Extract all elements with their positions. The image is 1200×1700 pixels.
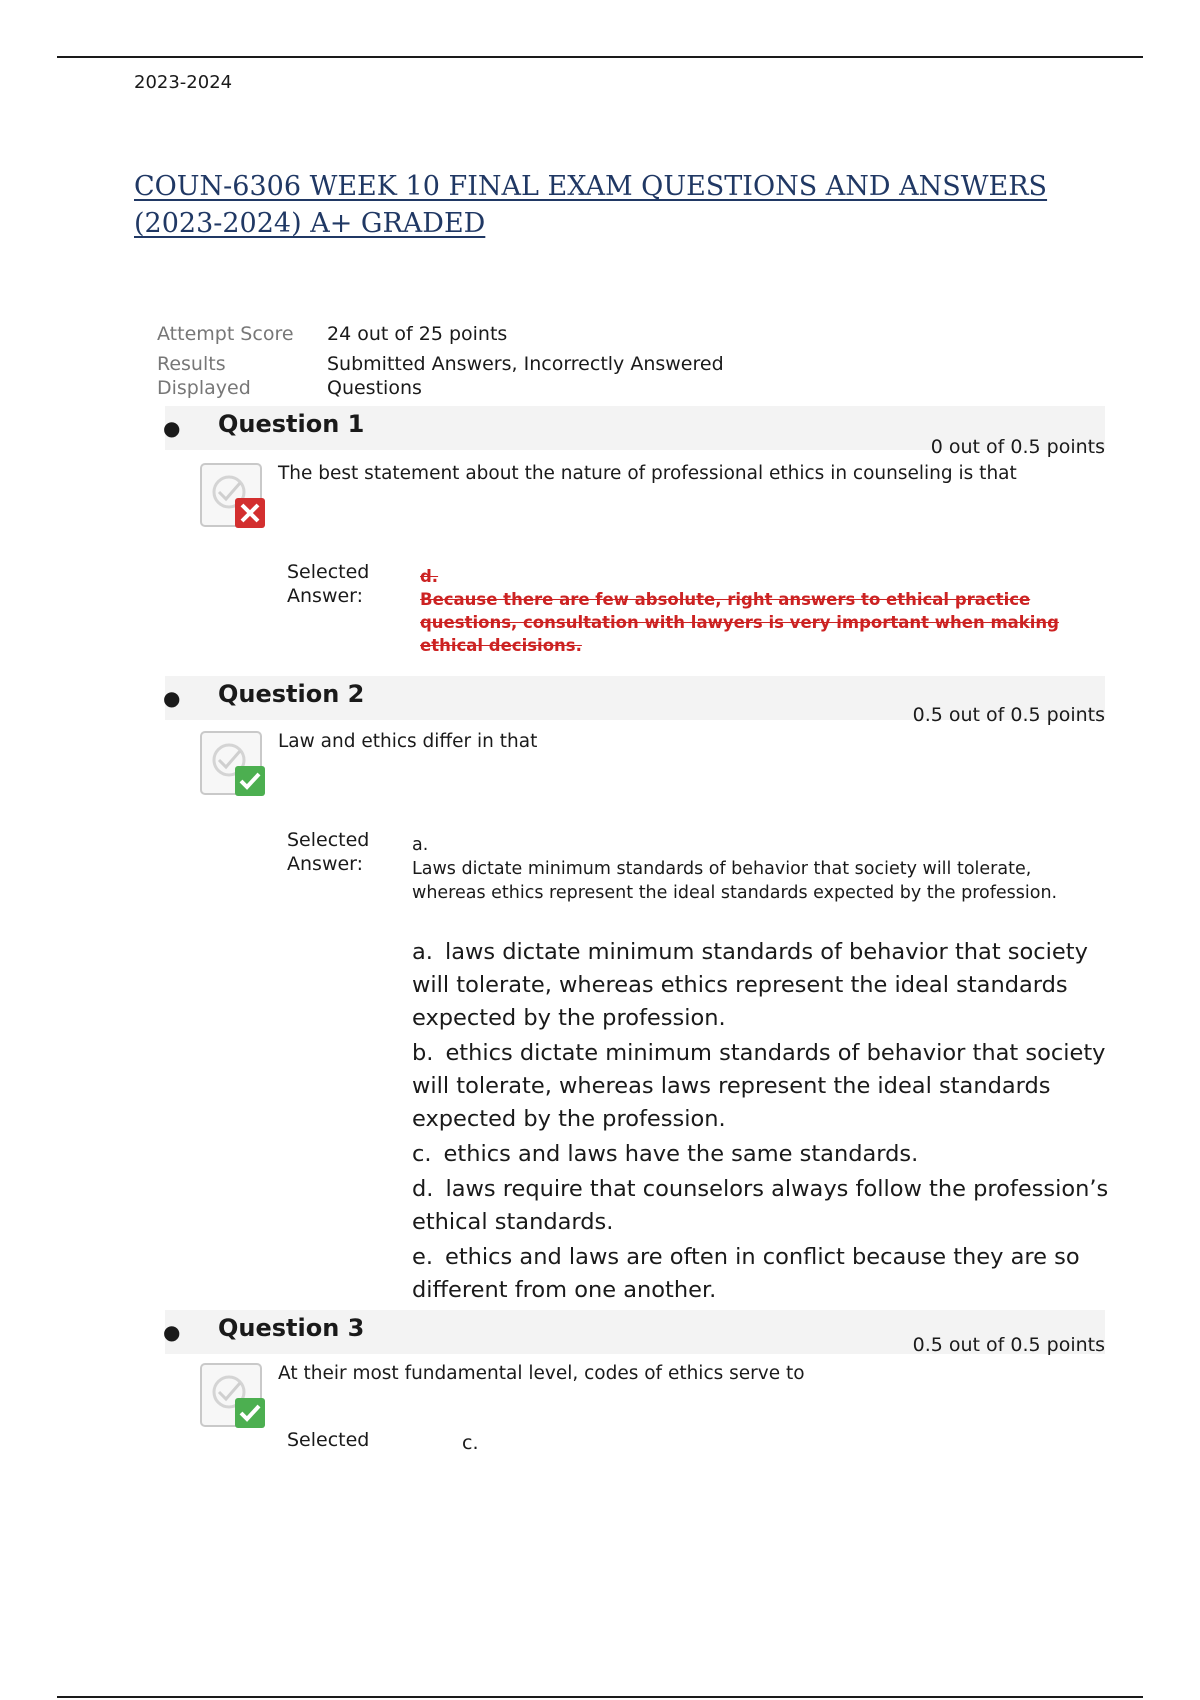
results-displayed-label (157, 352, 327, 400)
question-2-text: Law and ethics differ in that (278, 731, 538, 752)
question-1-points: 0 out of 0.5 points (930, 436, 1105, 458)
results-value-line1: Submitted Answers, Incorrectly Answered (327, 353, 724, 375)
results-label-line2: Displayed (157, 377, 251, 399)
question-2-title: Question 2 (218, 680, 365, 708)
question-2-answer-letter: a. (412, 835, 429, 855)
bottom-rule (57, 1696, 1143, 1698)
question-1-answer-text: Because there are few absolute, right answers to ethical practice questions, consultation with lawyers is very important when making ethical decisions. (420, 590, 1059, 655)
attempt-summary (157, 322, 797, 400)
question-2-answer-text: Laws dictate minimum standards of behavior that society will tolerate, whereas ethics represent the ideal standards expected by the profession. (412, 859, 1058, 903)
selected-label-line1: Selected (287, 829, 370, 851)
correct-answer-icon (199, 730, 267, 798)
option-text: ethics dictate minimum standards of behavior that society will tolerate, whereas laws represent the ideal standards expected by the profession. (412, 1040, 1106, 1132)
question-1-selected-label (287, 560, 369, 608)
option-letter: c. (412, 1141, 432, 1167)
option-text: ethics and laws have the same standards. (443, 1141, 919, 1167)
question-1-header (163, 406, 1105, 458)
selected-label-line2: Answer: (287, 585, 364, 607)
question-1-text: The best statement about the nature of professional ethics in counseling is that (278, 463, 1017, 484)
bullet-icon: ● (163, 1320, 181, 1344)
option-letter: d. (412, 1176, 434, 1202)
question-2-header (163, 676, 1105, 726)
question-1-wrong-answer (420, 565, 1100, 657)
correct-answer-icon (199, 1362, 267, 1430)
results-label-line1: Results (157, 353, 226, 375)
selected-label-line1: Selected (287, 561, 370, 583)
option-text: laws require that counselors always follow the profession’s ethical standards. (412, 1176, 1109, 1235)
option-item (412, 1138, 1112, 1171)
incorrect-answer-icon (199, 462, 267, 530)
question-3-points: 0.5 out of 0.5 points (912, 1334, 1105, 1356)
option-letter: b. (412, 1040, 434, 1066)
results-value-line2: Questions (327, 377, 422, 399)
option-letter: a. (412, 939, 433, 965)
option-item (412, 1037, 1112, 1136)
question-3-answer-letter: c. (462, 1432, 479, 1454)
question-2-options (412, 936, 1112, 1309)
selected-label-line2: Answer: (287, 853, 364, 875)
option-item (412, 1173, 1112, 1239)
question-2-points: 0.5 out of 0.5 points (912, 704, 1105, 726)
option-text: ethics and laws are often in conflict because they are so different from one another. (412, 1244, 1080, 1303)
question-1-answer-letter: d. (420, 567, 439, 586)
results-displayed-value (327, 352, 797, 400)
option-text: laws dictate minimum standards of behavior that society will tolerate, whereas ethics represent the ideal standards expected by the profession. (412, 939, 1088, 1031)
question-3-header (165, 1310, 1105, 1354)
question-2-selected-label (287, 828, 369, 876)
bullet-icon: ● (163, 686, 181, 710)
question-3-title: Question 3 (218, 1314, 365, 1342)
option-item (412, 1241, 1112, 1307)
attempt-score-value: 24 out of 25 points (327, 323, 508, 345)
question-3-text: At their most fundamental level, codes of ethics serve to (278, 1363, 805, 1384)
option-letter: e. (412, 1244, 433, 1270)
top-rule (57, 56, 1143, 58)
question-2-selected-answer (412, 833, 1102, 905)
document-title[interactable]: COUN-6306 WEEK 10 FINAL EXAM QUESTIONS AND ANSWERS (2023-2024) A+ GRADED (134, 171, 1048, 239)
question-3-selected-label: Selected (287, 1429, 370, 1451)
bullet-icon: ● (163, 416, 181, 440)
question-1-title: Question 1 (218, 410, 365, 438)
attempt-score-label: Attempt Score (157, 323, 294, 345)
header-year: 2023-2024 (134, 72, 233, 93)
option-item (412, 936, 1112, 1035)
